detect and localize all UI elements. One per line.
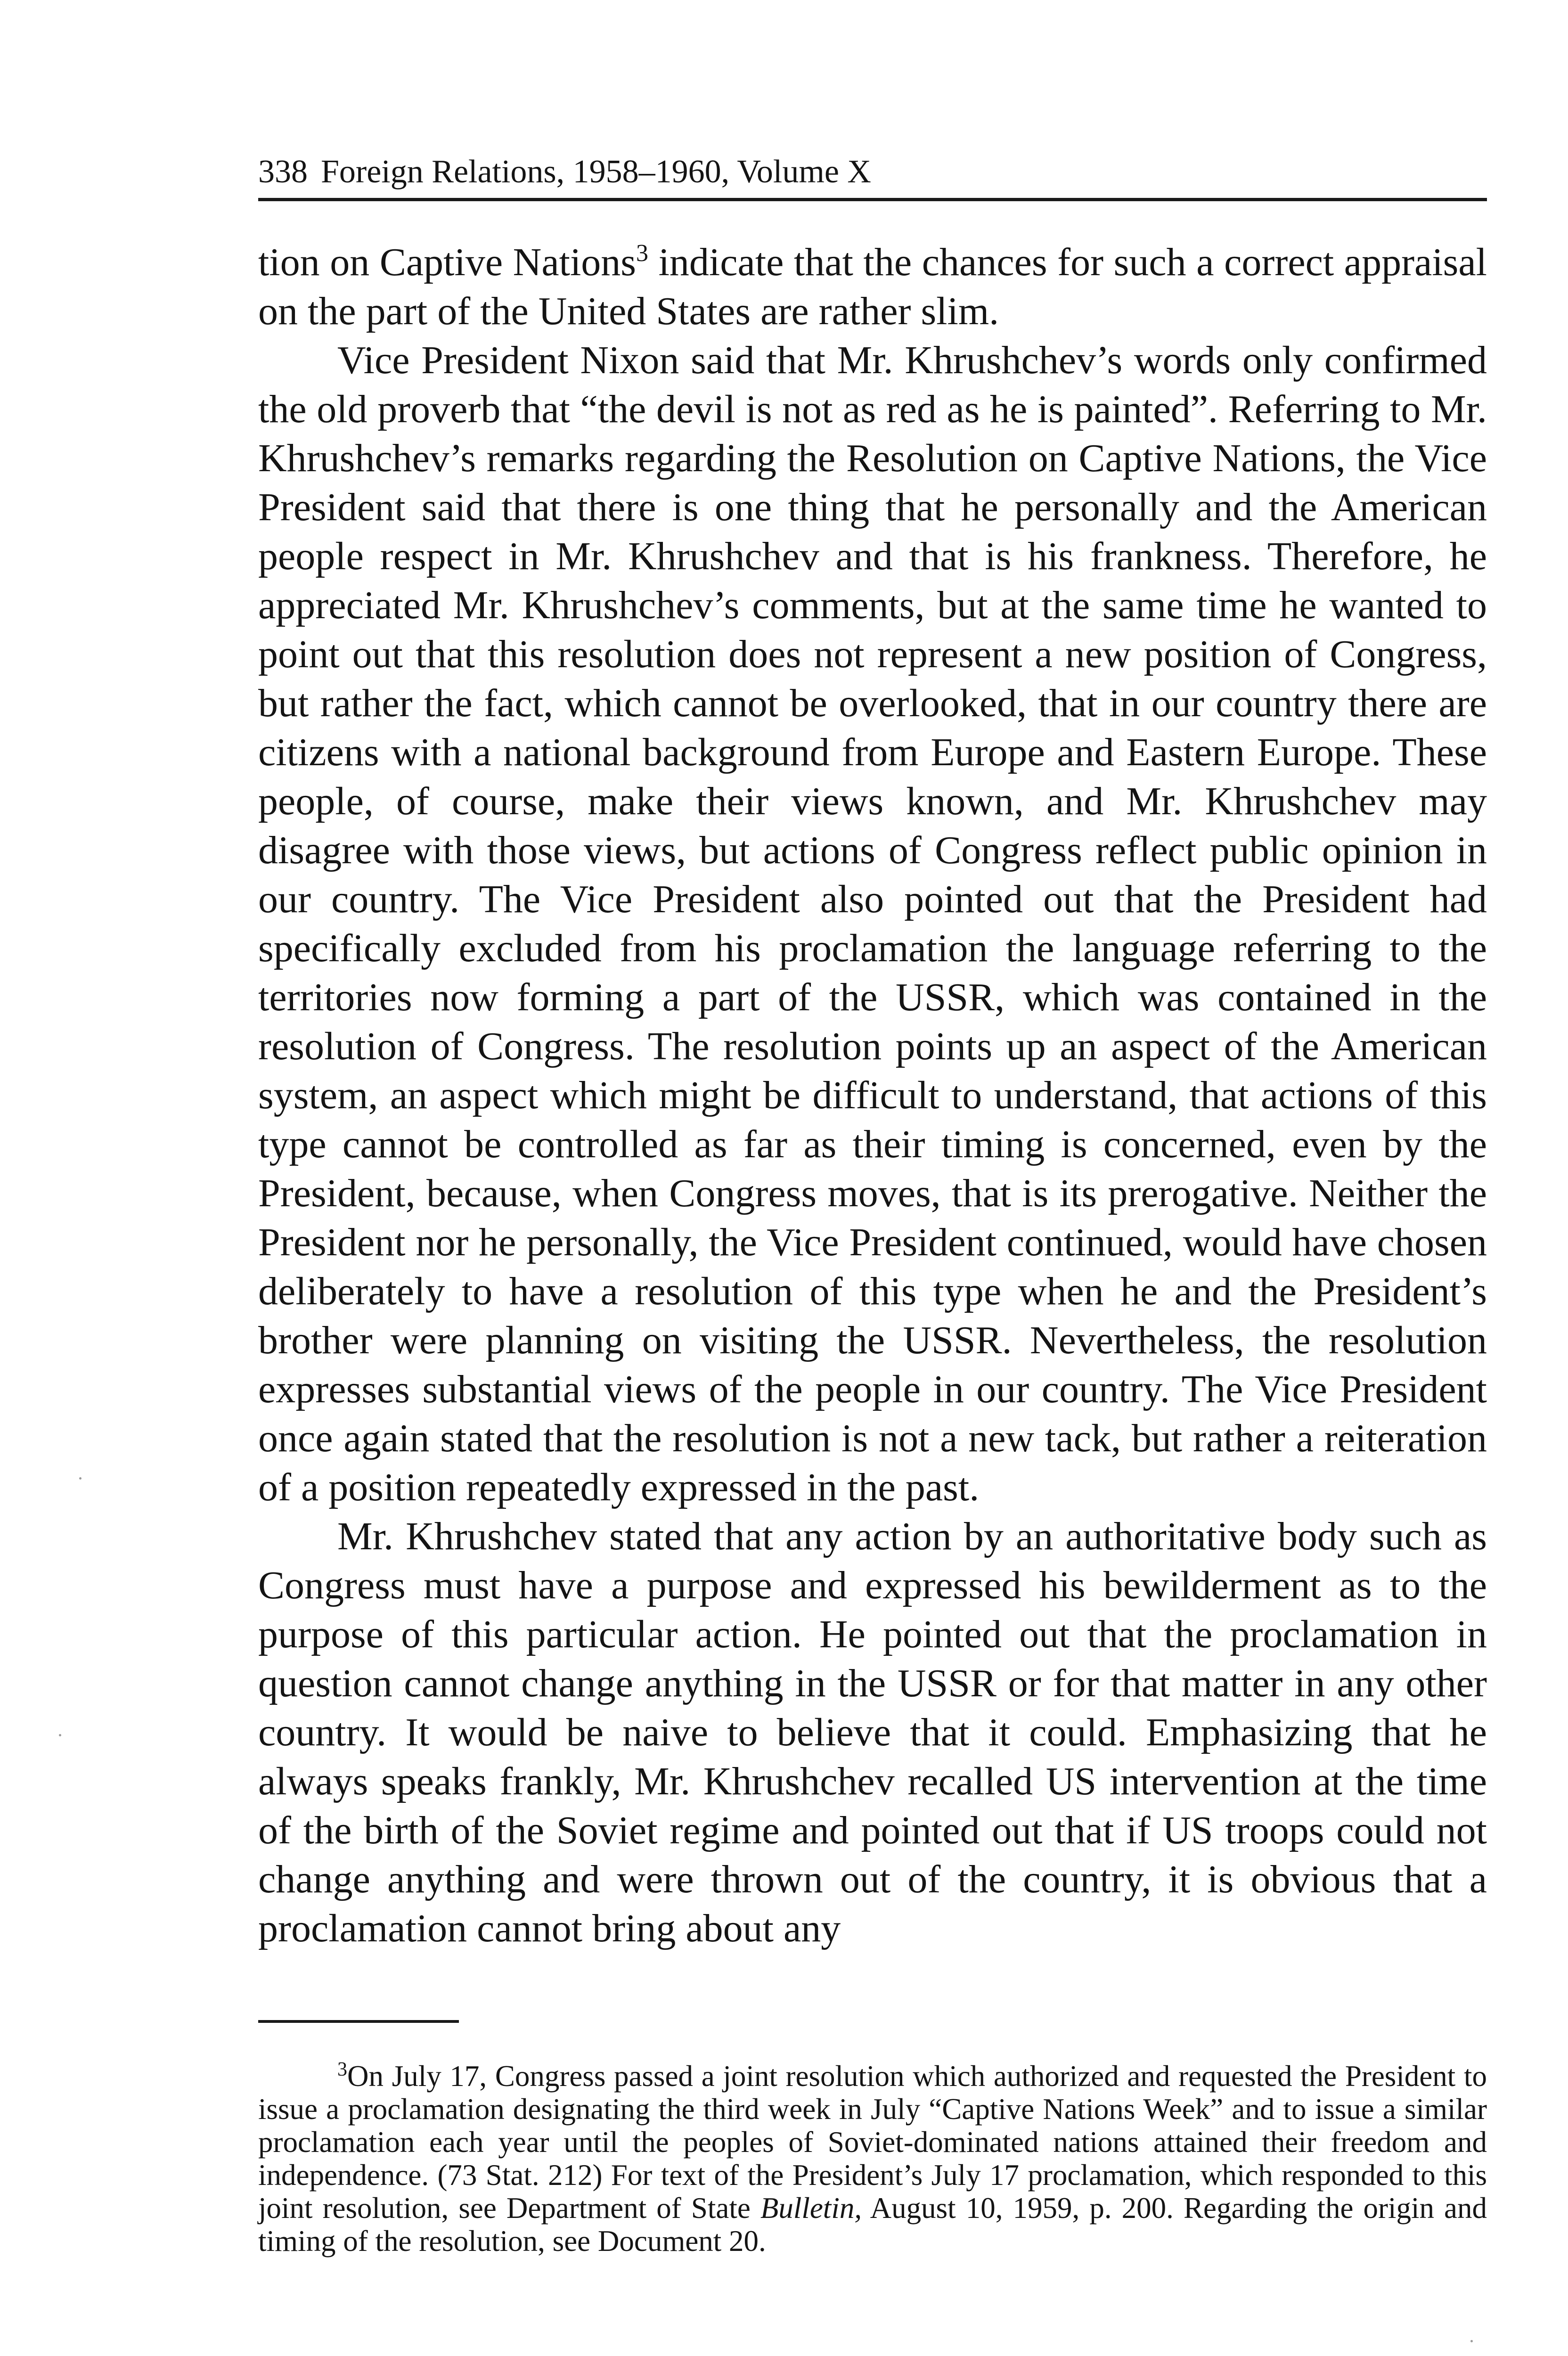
footnote-text: August 10, 1959, p. 200. Regarding the origin and timing of the resolution, see Document 20. <box>258 2192 1487 2258</box>
running-head <box>258 155 1487 201</box>
paragraph-text: tion on Captive Nations <box>258 240 636 284</box>
scan-speck <box>59 1734 61 1736</box>
paragraph-nixon-reply: Vice President Nixon said that Mr. Khrushchev’s words only confirmed the old proverb that “the devil is not as red as he is painted”. Referring to Mr. Khrushchev’s remarks regarding the Resolution on Captive Nations, the Vice President said that there is one thing that he personally and the American people respect in Mr. Khrushchev and that is his frankness. Therefore, he appreciated Mr. Khrushchev’s comments, but at the same time he wanted to point out that this resolution does not represent a new position of Congress, but rather the fact, which cannot be overlooked, that in our country there are citizens with a national background from Europe and Eastern Europe. These people, of course, make their views known, and Mr. Khrushchev may disagree with those views, but actions of Congress reflect public opinion in our country. The Vice President also pointed out that the President had specifically excluded from his proclamation the language referring to the territories now forming a part of the USSR, which was contained in the resolution of Congress. The resolution points up an aspect of the American system, an aspect which might be difficult to understand, that actions of this type cannot be controlled as far as their timing is concerned, even by the President, because, when Congress moves, that is its prerogative. Neither the President nor he personally, the Vice President continued, would have chosen deliberately to have a resolution of this type when he and the President’s brother were planning on visiting the USSR. Nevertheless, the resolution expresses substantial views of the people in our country. The Vice President once again stated that the resolution is not a new tack, but rather a reiteration of a position repeatedly expressed in the past. <box>258 338 1487 1509</box>
footnote-divider <box>258 2020 459 2023</box>
paragraph-khrushchev-response: Mr. Khrushchev stated that any action by an authoritative body such as Congress must have a purpose and expressed his bewilderment as to the purpose of this particular action. He pointed out that the proclamation in question cannot change anything in the USSR or for that matter in any other country. It would be naive to believe that it could. Emphasizing that he always speaks frankly, Mr. Khrushchev recalled US intervention at the time of the birth of the Soviet regime and pointed out that if US troops could not change anything and were thrown out of the country, it is obvious that a proclamation cannot bring about any <box>258 1514 1487 1950</box>
footnote <box>258 2060 1487 2258</box>
footnote-publication-title: Bulletin, <box>760 2192 862 2225</box>
footnote-number: 3 <box>337 2059 347 2080</box>
paragraph-text: indicate that the chances for such a correct appraisal on the part of the United States are rather slim. <box>258 240 1487 333</box>
body-text <box>258 238 1487 1953</box>
footnote-reference[interactable]: 3 <box>636 240 648 267</box>
scan-speck <box>79 1477 82 1480</box>
footnote-text: On July 17, Congress passed a joint resolution which authorized and requested the President to issue a proclamation designating the third week in July “Captive Nations Week” and to issue a similar proclamation each year until the peoples of Soviet-dominated nations attained their freedom and independence. (73 Stat. 212) For text of the President’s July 17 proclamation, which responded to this joint resolution, see Department of State <box>258 2060 1487 2225</box>
scan-speck <box>1470 2340 1473 2342</box>
paragraph-continued <box>258 238 1487 336</box>
page-number: 338 <box>258 154 308 190</box>
document-page <box>258 155 1487 2258</box>
volume-title: Foreign Relations, 1958–1960, Volume X <box>321 154 871 190</box>
